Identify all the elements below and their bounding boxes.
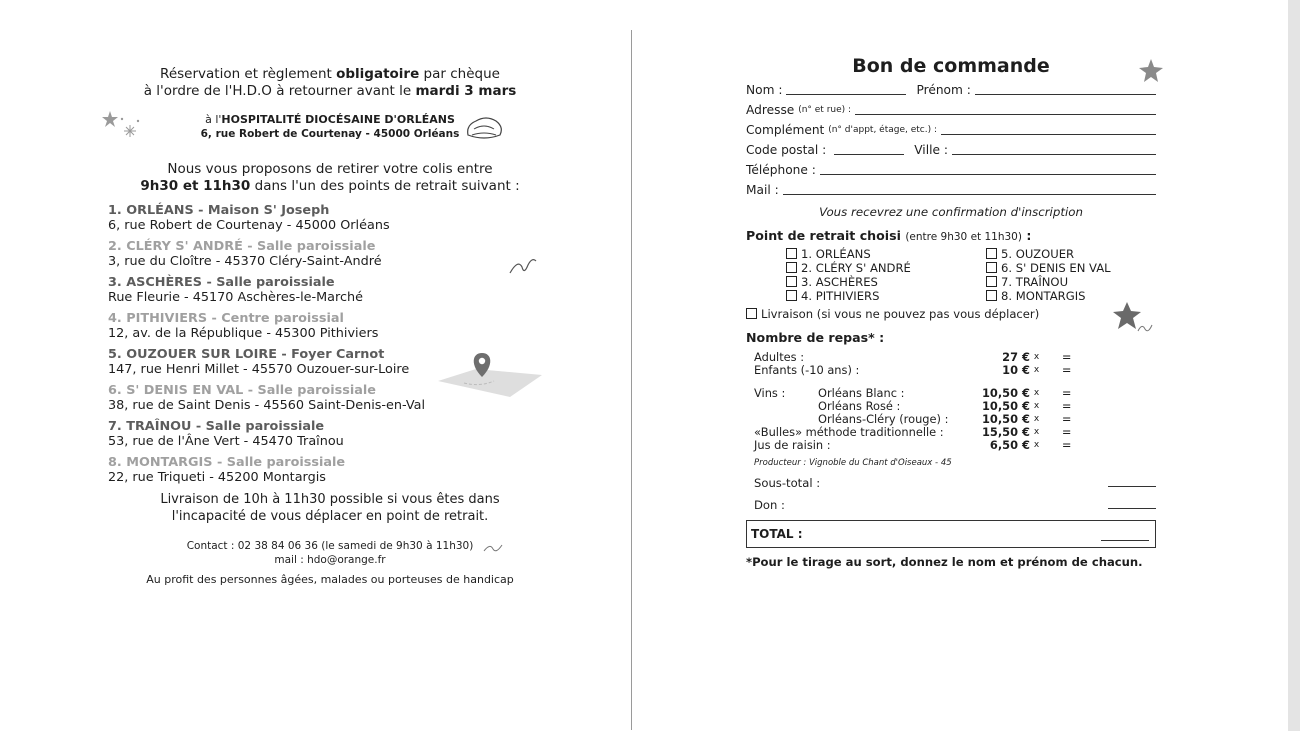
option-clery[interactable]: 2. CLÉRY S' ANDRÉ	[786, 261, 986, 275]
nom-field[interactable]	[786, 93, 906, 95]
pickup-point: 3. ASCHÈRES - Salle paroissiale Rue Fleurie - 45170 Aschères-le-Marché	[108, 275, 363, 305]
pickup-point: 4. PITHIVIERS - Centre paroissial 12, av. de la République - 45300 Pithiviers	[108, 311, 379, 341]
sous-total-field[interactable]	[1108, 476, 1156, 487]
order-form	[746, 54, 1156, 569]
star-icon	[1138, 58, 1164, 84]
swirl-icon	[508, 255, 538, 277]
profit-text: Au profit des personnes âgées, malades ou porteuses de handicap	[146, 573, 514, 586]
checkbox[interactable]	[786, 276, 797, 287]
checkbox[interactable]	[746, 308, 757, 319]
telephone-row: Téléphone :	[746, 158, 1156, 178]
complement-field[interactable]	[941, 133, 1156, 135]
fold-line	[631, 30, 632, 730]
pickup-point: 6. S' DENIS EN VAL - Salle paroissiale 38, rue de Saint Denis - 45560 Saint-Denis-en-Val	[108, 383, 426, 413]
table-row: Vins : Orléans Blanc : 10,50 € x =	[754, 386, 1072, 400]
pilgrim-hat-icon	[464, 113, 504, 143]
codepostal-ville-row: Code postal : Ville :	[746, 138, 1156, 158]
producteur-text: Producteur : Vignoble du Chant d'Oiseaux - 45	[754, 458, 952, 468]
mail-field[interactable]	[783, 193, 1156, 195]
footnote: *Pour le tirage au sort, donnez le nom et prénom de chacun.	[746, 555, 1143, 569]
swirl-icon	[482, 541, 504, 555]
table-row: Orléans-Cléry (rouge) : 10,50 € x =	[818, 412, 1072, 426]
pickup-point: 5. OUZOUER SUR LOIRE - Foyer Carnot 147, rue Henri Millet - 45570 Ouzouer-sur-Loire	[108, 347, 410, 377]
reservation-text: Réservation et règlement obligatoire par chèque à l'ordre de l'H.D.O à retourner avant le mardi 3 mars	[143, 66, 517, 99]
point-retrait-options	[786, 247, 1156, 303]
code-postal-field[interactable]	[834, 153, 904, 155]
option-st-denis[interactable]: 6. S' DENIS EN VAL	[986, 261, 1186, 275]
pickup-point: 7. TRAÎNOU - Salle paroissiale 53, rue de l'Âne Vert - 45470 Traînou	[108, 419, 344, 449]
option-ascheres[interactable]: 3. ASCHÈRES	[786, 275, 986, 289]
table-row: Jus de raisin : 6,50 € x =	[754, 438, 1072, 452]
sous-total-row: Sous-total :	[754, 476, 1156, 490]
contact-text: Contact : 02 38 84 06 36 (le samedi de 9h30 à 11h30) mail : hdo@orange.fr	[60, 539, 600, 567]
don-field[interactable]	[1108, 498, 1156, 509]
table-row: Adultes : 27 € x =	[754, 350, 1072, 364]
checkbox[interactable]	[986, 276, 997, 287]
checkbox[interactable]	[786, 290, 797, 301]
confirmation-text: Vous recevrez une confirmation d'inscription	[819, 205, 1083, 219]
option-ouzouer[interactable]: 5. OUZOUER	[986, 247, 1186, 261]
mail-row: Mail :	[746, 178, 1156, 198]
ville-field[interactable]	[952, 153, 1156, 155]
pickup-point: 2. CLÉRY S' ANDRÉ - Salle paroissiale 3, rue du Cloître - 45370 Cléry-Saint-André	[108, 239, 382, 269]
option-livraison[interactable]: Livraison (si vous ne pouvez pas vous déplacer)	[746, 307, 1156, 321]
complement-row: Complément (n° d'appt, étage, etc.) :	[746, 118, 1156, 138]
option-orleans[interactable]: 1. ORLÉANS	[786, 247, 986, 261]
sparkle-star-icon	[102, 111, 142, 145]
point-retrait-heading: Point de retrait choisi (entre 9h30 et 11h30) :	[746, 228, 1032, 243]
pickup-points-list	[108, 203, 600, 485]
adresse-field[interactable]	[855, 113, 1156, 115]
total-field[interactable]	[1101, 528, 1149, 541]
nom-prenom-row: Nom : Prénom :	[746, 78, 1156, 98]
pickup-point: 1. ORLÉANS - Maison S' Joseph 6, rue Robert de Courtenay - 45000 Orléans	[108, 203, 390, 233]
table-row: Enfants (-10 ans) : 10 € x =	[754, 363, 1072, 377]
repas-table	[754, 351, 1082, 452]
checkbox[interactable]	[986, 248, 997, 259]
page-edge	[1288, 0, 1300, 731]
table-row: «Bulles» méthode traditionnelle : 15,50 € x =	[754, 425, 1072, 439]
adresse-row: Adresse (n° et rue) :	[746, 98, 1156, 118]
prenom-field[interactable]	[975, 93, 1156, 95]
pickup-point: 8. MONTARGIS - Salle paroissiale 22, rue Triqueti - 45200 Montargis	[108, 455, 346, 485]
hospitalite-block: à l'HOSPITALITÉ DIOCÉSAINE D'ORLÉANS 6, rue Robert de Courtenay - 45000 Orléans	[60, 113, 600, 147]
checkbox[interactable]	[786, 248, 797, 259]
option-pithiviers[interactable]: 4. PITHIVIERS	[786, 289, 986, 303]
intro-text: Nous vous proposons de retirer votre colis entre 9h30 et 11h30 dans l'un des points de retrait suivant :	[140, 161, 520, 194]
checkbox[interactable]	[786, 262, 797, 273]
form-title: Bon de commande	[852, 55, 1050, 77]
option-trainou[interactable]: 7. TRAÎNOU	[986, 275, 1186, 289]
telephone-field[interactable]	[820, 173, 1156, 175]
left-panel	[60, 66, 600, 587]
map-pin-icon	[434, 351, 546, 399]
don-row: Don :	[754, 498, 1156, 512]
checkbox[interactable]	[986, 290, 997, 301]
repas-heading: Nombre de repas* :	[746, 330, 885, 345]
swirl-icon	[1136, 321, 1154, 335]
option-montargis[interactable]: 8. MONTARGIS	[986, 289, 1186, 303]
total-box: TOTAL :	[746, 520, 1156, 548]
table-row: Orléans Rosé : 10,50 € x =	[818, 399, 1072, 413]
checkbox[interactable]	[986, 262, 997, 273]
livraison-text: Livraison de 10h à 11h30 possible si vous êtes dans l'incapacité de vous déplacer en point de retrait.	[160, 492, 500, 524]
